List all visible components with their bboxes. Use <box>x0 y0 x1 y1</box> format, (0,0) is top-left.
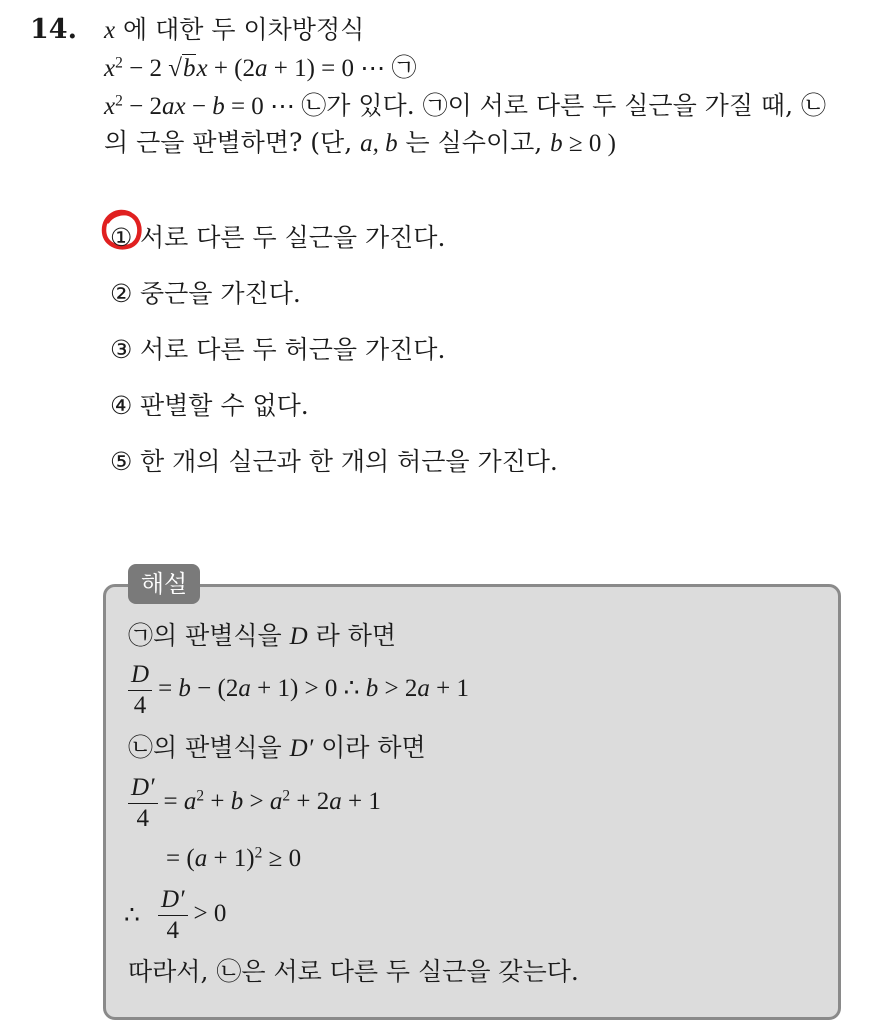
l5-geq: ≥ 0 <box>262 845 302 872</box>
solution-var-D-prime: D′ <box>289 735 314 762</box>
l5-a: a <box>194 845 208 872</box>
f2-a3: a <box>329 788 342 816</box>
f2-a2: a <box>269 788 283 816</box>
solution-tab: 해설 <box>128 564 200 604</box>
solution-fraction-1 <box>128 660 469 721</box>
solution-line-3 <box>128 732 426 765</box>
question-intro-text: 에 대한 두 이차방정식 <box>115 15 365 44</box>
choice-2-number: ② <box>110 279 133 308</box>
eq1-a: a <box>255 55 268 82</box>
fraction-3-numerator: D′ <box>158 885 188 916</box>
therefore-symbol: ∴ <box>124 901 140 929</box>
eq1-term-x: x <box>104 55 116 82</box>
f2-exp: 2 <box>196 787 205 805</box>
question-condition-text: 가 있다. ㉠이 서로 다른 두 실근을 가질 때, ㉡ <box>326 91 826 120</box>
var-a-b: a, b <box>360 130 398 157</box>
choice-2[interactable] <box>110 278 301 310</box>
eq1-end: + 1) = 0 ⋯ ㉠ <box>267 55 417 82</box>
choice-1-text: 서로 다른 두 실근을 가진다. <box>140 223 446 252</box>
fraction-3-denominator: 4 <box>166 917 180 944</box>
f2-eq: = <box>163 788 184 816</box>
fraction-2-numerator: D′ <box>128 773 158 804</box>
solution-fraction-3 <box>124 885 226 946</box>
fraction-1-numerator: D <box>128 660 152 691</box>
choice-1[interactable] <box>110 222 445 254</box>
equation-2 <box>104 90 826 123</box>
solution-var-D: D <box>289 623 308 650</box>
choice-3-text: 서로 다른 두 허근을 가진다. <box>140 335 446 364</box>
f1-a2: a <box>417 675 430 703</box>
solution-l1-post: 라 하면 <box>307 621 397 650</box>
l5-plus1: + 1) <box>207 845 255 872</box>
f2-exp2: 2 <box>282 787 291 805</box>
solution-conclusion: 따라서, ㉡은 서로 다른 두 실근을 갖는다. <box>128 957 579 986</box>
question-line-1 <box>104 14 364 47</box>
question-condition-mid: 는 실수이고, <box>397 128 551 157</box>
f2-gt: > <box>243 788 270 816</box>
choice-2-text: 중근을 가진다. <box>140 279 301 308</box>
question-number: 14. <box>30 14 77 45</box>
sqrt-arg: b <box>182 55 196 82</box>
l5-exp: 2 <box>254 844 263 862</box>
choice-4-number: ④ <box>110 391 133 420</box>
fraction-D-prime-over-4 <box>128 773 158 834</box>
f1-minus: − (2 <box>190 675 239 703</box>
l5-eq: = ( <box>166 845 195 872</box>
f2-plus1: + 1 <box>341 788 381 816</box>
fraction-1-denominator: 4 <box>133 692 147 719</box>
choice-4-text: 판별할 수 없다. <box>140 391 309 420</box>
question-line-4 <box>104 127 616 160</box>
f2-b: b <box>230 788 244 816</box>
f2-plus: + <box>204 788 231 816</box>
sqrt-symbol: √ <box>168 55 182 82</box>
solution-fraction-2 <box>128 773 381 834</box>
f1-plus1: + 1 <box>429 675 470 703</box>
eq2-end: = 0 ⋯ ㉡ <box>224 93 327 120</box>
f2-plus2: + 2 <box>290 788 330 816</box>
choice-1-number: ① <box>110 223 133 252</box>
fraction-2-denominator: 4 <box>136 805 150 832</box>
solution-l1-pre: ㉠의 판별식을 <box>128 621 290 650</box>
fraction-D-over-4 <box>128 660 152 721</box>
eq2-b: b <box>212 93 225 120</box>
choice-5[interactable] <box>110 446 558 478</box>
question-ask-text: 의 근을 판별하면? (단, <box>104 128 361 157</box>
choice-4[interactable] <box>110 390 309 422</box>
eq1-exponent: 2 <box>115 54 123 72</box>
question-condition-end: ≥ 0 ) <box>562 130 616 157</box>
f1-a: a <box>238 675 251 703</box>
eq2-minus: − 2 <box>122 93 162 120</box>
eq1-x: x <box>196 55 208 82</box>
f1-b2: b <box>365 675 379 703</box>
f1-eq: = <box>158 675 179 703</box>
var-b: b <box>550 130 563 157</box>
eq2-ax: ax <box>161 93 186 120</box>
eq2-x: x <box>104 93 116 120</box>
choice-5-number: ⑤ <box>110 447 133 476</box>
f1-b: b <box>178 675 191 703</box>
eq2-exponent: 2 <box>115 92 123 110</box>
sqrt-b <box>168 53 196 85</box>
fraction-D-prime-over-4-final <box>158 885 188 946</box>
eq2-minus-2: − <box>185 93 213 120</box>
eq1-plus: + (2 <box>207 55 255 82</box>
equation-1 <box>104 53 417 85</box>
f1-therefore: + 1) > 0 ∴ <box>250 675 366 703</box>
f2-a: a <box>183 788 197 816</box>
solution-l3-pre: ㉡의 판별식을 <box>128 733 290 762</box>
eq1-minus-2: − 2 <box>122 55 169 82</box>
choice-5-text: 한 개의 실근과 한 개의 허근을 가진다. <box>140 447 558 476</box>
solution-line-5 <box>166 843 301 875</box>
f1-gt: > 2 <box>378 675 418 703</box>
solution-line-1 <box>128 620 396 653</box>
f3-gt-zero: > 0 <box>193 900 227 928</box>
solution-l3-post: 이라 하면 <box>313 733 426 762</box>
var-x: x <box>104 17 116 44</box>
choice-3-number: ③ <box>110 335 133 364</box>
choice-3[interactable] <box>110 334 445 366</box>
